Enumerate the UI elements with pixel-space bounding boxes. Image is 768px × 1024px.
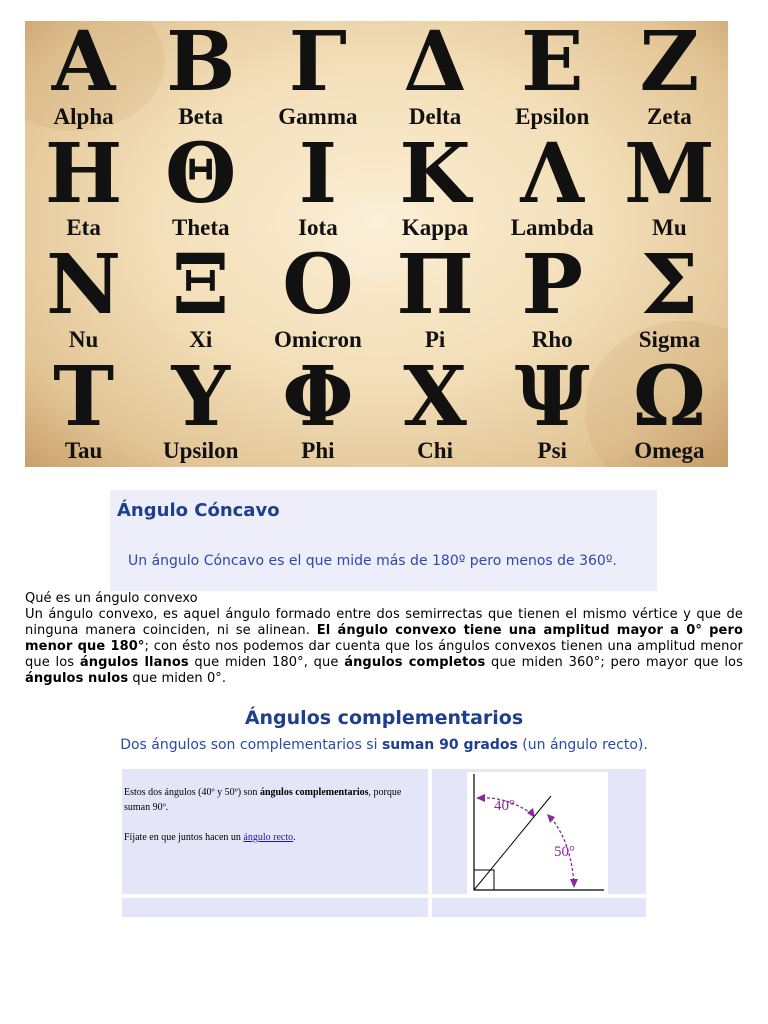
greek-letter-name: Nu xyxy=(68,326,99,352)
greek-letter-cell xyxy=(494,21,611,133)
greek-letter-cell xyxy=(376,125,493,245)
explanation-line xyxy=(124,785,424,815)
greek-letter-name: Delta xyxy=(408,103,462,129)
convex-angle-question: Qué es un ángulo convexo xyxy=(25,591,198,606)
label-40-degrees: 40° xyxy=(494,798,515,814)
greek-letter-glyph: Δ xyxy=(403,21,467,110)
arc-50-arrowhead xyxy=(570,879,578,888)
arc-40-arrowhead xyxy=(527,808,535,818)
greek-letter-cell xyxy=(259,348,376,468)
greek-letter-name: Mu xyxy=(652,215,687,240)
greek-letter-name: Tau xyxy=(64,438,103,463)
complementary-angles-diagram xyxy=(467,772,608,894)
greek-letter-name: Lambda xyxy=(510,215,594,240)
greek-letter-cell xyxy=(494,125,611,245)
greek-letter-glyph: Β xyxy=(166,21,236,110)
convex-text: ; con ésto nos podemos dar cuenta que los ángulos convexos tienen una amplitud menor que los xyxy=(25,639,743,670)
greek-letter-name: Zeta xyxy=(647,103,692,129)
concave-angle-description: Un ángulo Cóncavo es el que mide más de 180º pero menos de 360º. xyxy=(128,553,617,569)
greek-letter-name: Chi xyxy=(417,438,453,463)
greek-letter-name: Pi xyxy=(424,326,446,352)
greek-letter-cell xyxy=(376,21,493,133)
greek-letter-cell xyxy=(494,348,611,468)
concave-angle-box xyxy=(110,490,657,591)
greek-letter-grid xyxy=(25,21,728,467)
greek-letter-name: Eta xyxy=(66,215,101,240)
greek-letter-cell xyxy=(259,125,376,245)
greek-letter-cell xyxy=(611,237,728,356)
note-text: Fíjate en que juntos hacen un xyxy=(124,832,244,843)
greek-letter-cell xyxy=(25,125,142,245)
greek-letter-name: Xi xyxy=(189,326,213,352)
straight-angles-term: ángulos llanos xyxy=(79,655,189,670)
greek-letter-cell xyxy=(611,21,728,133)
greek-letter-name: Gamma xyxy=(278,103,358,129)
greek-letter-cell xyxy=(259,21,376,133)
greek-letter-glyph: Ε xyxy=(520,21,584,110)
subtitle-bold: suman 90 grados xyxy=(381,737,518,753)
greek-letter-cell xyxy=(376,348,493,468)
greek-letter-glyph: Ν xyxy=(46,237,122,333)
table-cell-empty xyxy=(122,898,428,917)
greek-letter-glyph: Ο xyxy=(282,237,354,333)
greek-letter-cell xyxy=(25,21,142,133)
greek-letter-glyph: Χ xyxy=(403,348,467,445)
greek-letter-glyph: Ρ xyxy=(521,237,584,333)
complementary-angles-subtitle xyxy=(0,737,768,753)
greek-letter-name: Beta xyxy=(178,103,224,129)
explanation-text: Estos dos ángulos (40º y 50º) son xyxy=(124,787,260,798)
arc-50-arrowhead xyxy=(547,814,555,823)
greek-letter-name: Omicron xyxy=(274,326,362,352)
note-line xyxy=(124,830,424,845)
angle-diagram-svg xyxy=(467,772,608,894)
greek-letter-cell xyxy=(25,348,142,468)
greek-letter-cell xyxy=(142,348,259,468)
greek-letter-glyph: Μ xyxy=(624,125,715,222)
label-50-degrees: 50° xyxy=(554,844,575,860)
explanation-text: , porque suman 90º. xyxy=(124,787,402,813)
subtitle-text: Dos ángulos son complementarios si xyxy=(120,737,382,753)
concave-angle-title: Ángulo Cóncavo xyxy=(117,500,280,521)
subtitle-text: (un ángulo recto). xyxy=(517,737,648,753)
greek-letter-glyph: Τ xyxy=(53,348,115,445)
greek-letter-glyph: Π xyxy=(396,237,474,333)
greek-letter-cell xyxy=(611,125,728,245)
greek-letter-glyph: Ζ xyxy=(639,21,700,110)
convex-text: Un ángulo convexo, es aquel ángulo formado entre dos semirrectas que tienen el mismo vértice y que de ninguna manera coinciden, ni se alinean. xyxy=(25,607,743,638)
greek-letter-cell xyxy=(142,21,259,133)
convex-bold-definition: El ángulo convexo tiene una amplitud mayor a 0° pero menor que 180° xyxy=(25,623,743,654)
greek-letter-glyph: Ψ xyxy=(514,348,590,445)
greek-letter-name: Rho xyxy=(531,326,573,352)
arc-40-arrowhead xyxy=(476,794,485,802)
greek-letter-name: Upsilon xyxy=(163,438,239,463)
greek-letter-glyph: Υ xyxy=(171,348,231,445)
convex-text: que miden 0°. xyxy=(128,671,227,686)
greek-letter-name: Alpha xyxy=(53,103,114,129)
greek-letter-cell xyxy=(25,237,142,356)
explanation-bold: ángulos complementarios xyxy=(259,787,369,798)
greek-letter-glyph: Σ xyxy=(640,237,699,333)
right-angle-link[interactable]: ángulo recto xyxy=(243,832,294,843)
greek-letter-name: Omega xyxy=(634,438,705,463)
greek-letter-glyph: Θ xyxy=(165,125,237,222)
full-angles-term: ángulos completos xyxy=(344,655,486,670)
greek-letter-glyph: Γ xyxy=(288,21,348,110)
greek-letter-name: Iota xyxy=(298,215,338,240)
greek-letter-name: Epsilon xyxy=(515,103,590,129)
greek-letter-cell xyxy=(142,237,259,356)
greek-alphabet-poster xyxy=(25,21,728,467)
greek-letter-glyph: Κ xyxy=(399,125,471,222)
convex-text: que miden 180°, que xyxy=(188,655,345,670)
greek-letter-cell xyxy=(376,237,493,356)
greek-letter-name: Phi xyxy=(301,438,335,463)
greek-letter-glyph: Φ xyxy=(282,348,354,445)
table-cell-empty xyxy=(432,898,646,917)
table-cell-text xyxy=(122,769,428,894)
greek-letter-name: Sigma xyxy=(638,326,701,352)
greek-letter-glyph: Α xyxy=(51,21,116,110)
greek-letter-glyph: Ι xyxy=(298,125,338,222)
greek-letter-name: Theta xyxy=(171,215,230,240)
table-cell-content xyxy=(124,785,424,860)
greek-letter-glyph: Ξ xyxy=(171,237,230,333)
convex-text: que miden 360°; pero mayor que los xyxy=(485,655,743,670)
greek-letter-glyph: Η xyxy=(44,125,123,222)
greek-letter-glyph: Ω xyxy=(632,348,706,445)
greek-letter-cell xyxy=(142,125,259,245)
convex-angle-paragraph xyxy=(25,607,743,687)
greek-letter-name: Kappa xyxy=(401,215,469,240)
greek-letter-name: Psi xyxy=(537,438,567,463)
greek-letter-cell xyxy=(494,237,611,356)
null-angles-term: ángulos nulos xyxy=(25,671,129,686)
greek-letter-cell xyxy=(259,237,376,356)
complementary-angles-title: Ángulos complementarios xyxy=(244,707,524,729)
greek-letter-cell xyxy=(611,348,728,468)
note-text: . xyxy=(293,832,296,843)
greek-letter-glyph: Λ xyxy=(520,125,585,222)
